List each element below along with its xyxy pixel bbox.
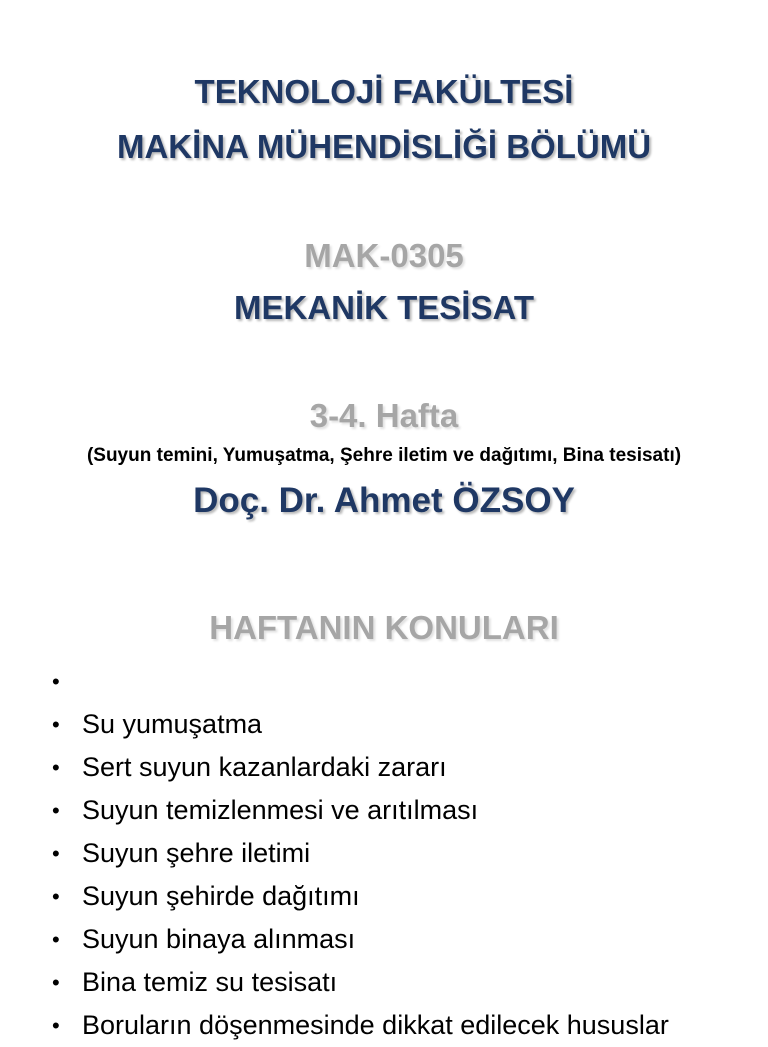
list-item <box>0 1004 768 1047</box>
topic-label: Suyun temizlenmesi ve arıtılması <box>82 795 479 825</box>
bullet-icon: • <box>52 669 60 694</box>
topic-label: Boruların döşenmesinde dikkat edilecek hususlar <box>82 1010 669 1040</box>
bullet-icon: • <box>52 841 60 866</box>
department-title: MAKİNA MÜHENDİSLİĞİ BÖLÜMÜ <box>116 128 652 165</box>
bullet-icon: • <box>52 1013 60 1038</box>
topic-label: Suyun şehre iletimi <box>82 838 311 868</box>
list-item <box>0 789 768 832</box>
list-item <box>0 746 768 789</box>
list-item <box>0 875 768 918</box>
course-code: MAK-0305 <box>304 237 464 274</box>
topics-list <box>0 660 768 1047</box>
bullet-icon: • <box>52 927 60 952</box>
topic-label: Suyun binaya alınması <box>82 924 356 954</box>
topic-label: Suyun şehirde dağıtımı <box>82 881 360 911</box>
bullet-icon: • <box>52 970 60 995</box>
topic-label: Bina temiz su tesisatı <box>82 967 338 997</box>
bullet-icon: • <box>52 755 60 780</box>
list-item <box>0 918 768 961</box>
list-item <box>0 832 768 875</box>
faculty-title: TEKNOLOJİ FAKÜLTESİ <box>194 73 574 110</box>
week-label: 3-4. Hafta <box>309 397 459 434</box>
topics-heading: HAFTANIN KONULARI <box>209 609 559 646</box>
list-item <box>0 961 768 1004</box>
bullet-icon: • <box>52 798 60 823</box>
topic-label: Su yumuşatma <box>82 709 263 739</box>
list-item <box>0 660 768 703</box>
week-subtitle: (Suyun temini, Yumuşatma, Şehre iletim ve dağıtımı, Bina tesisatı) <box>86 445 682 466</box>
bullet-icon: • <box>52 884 60 909</box>
bullet-icon: • <box>52 712 60 737</box>
course-name: MEKANİK TESİSAT <box>233 289 535 326</box>
author-name: Doç. Dr. Ahmet ÖZSOY <box>193 481 575 520</box>
list-item <box>0 703 768 746</box>
topic-label: Sert suyun kazanlardaki zararı <box>82 752 447 782</box>
